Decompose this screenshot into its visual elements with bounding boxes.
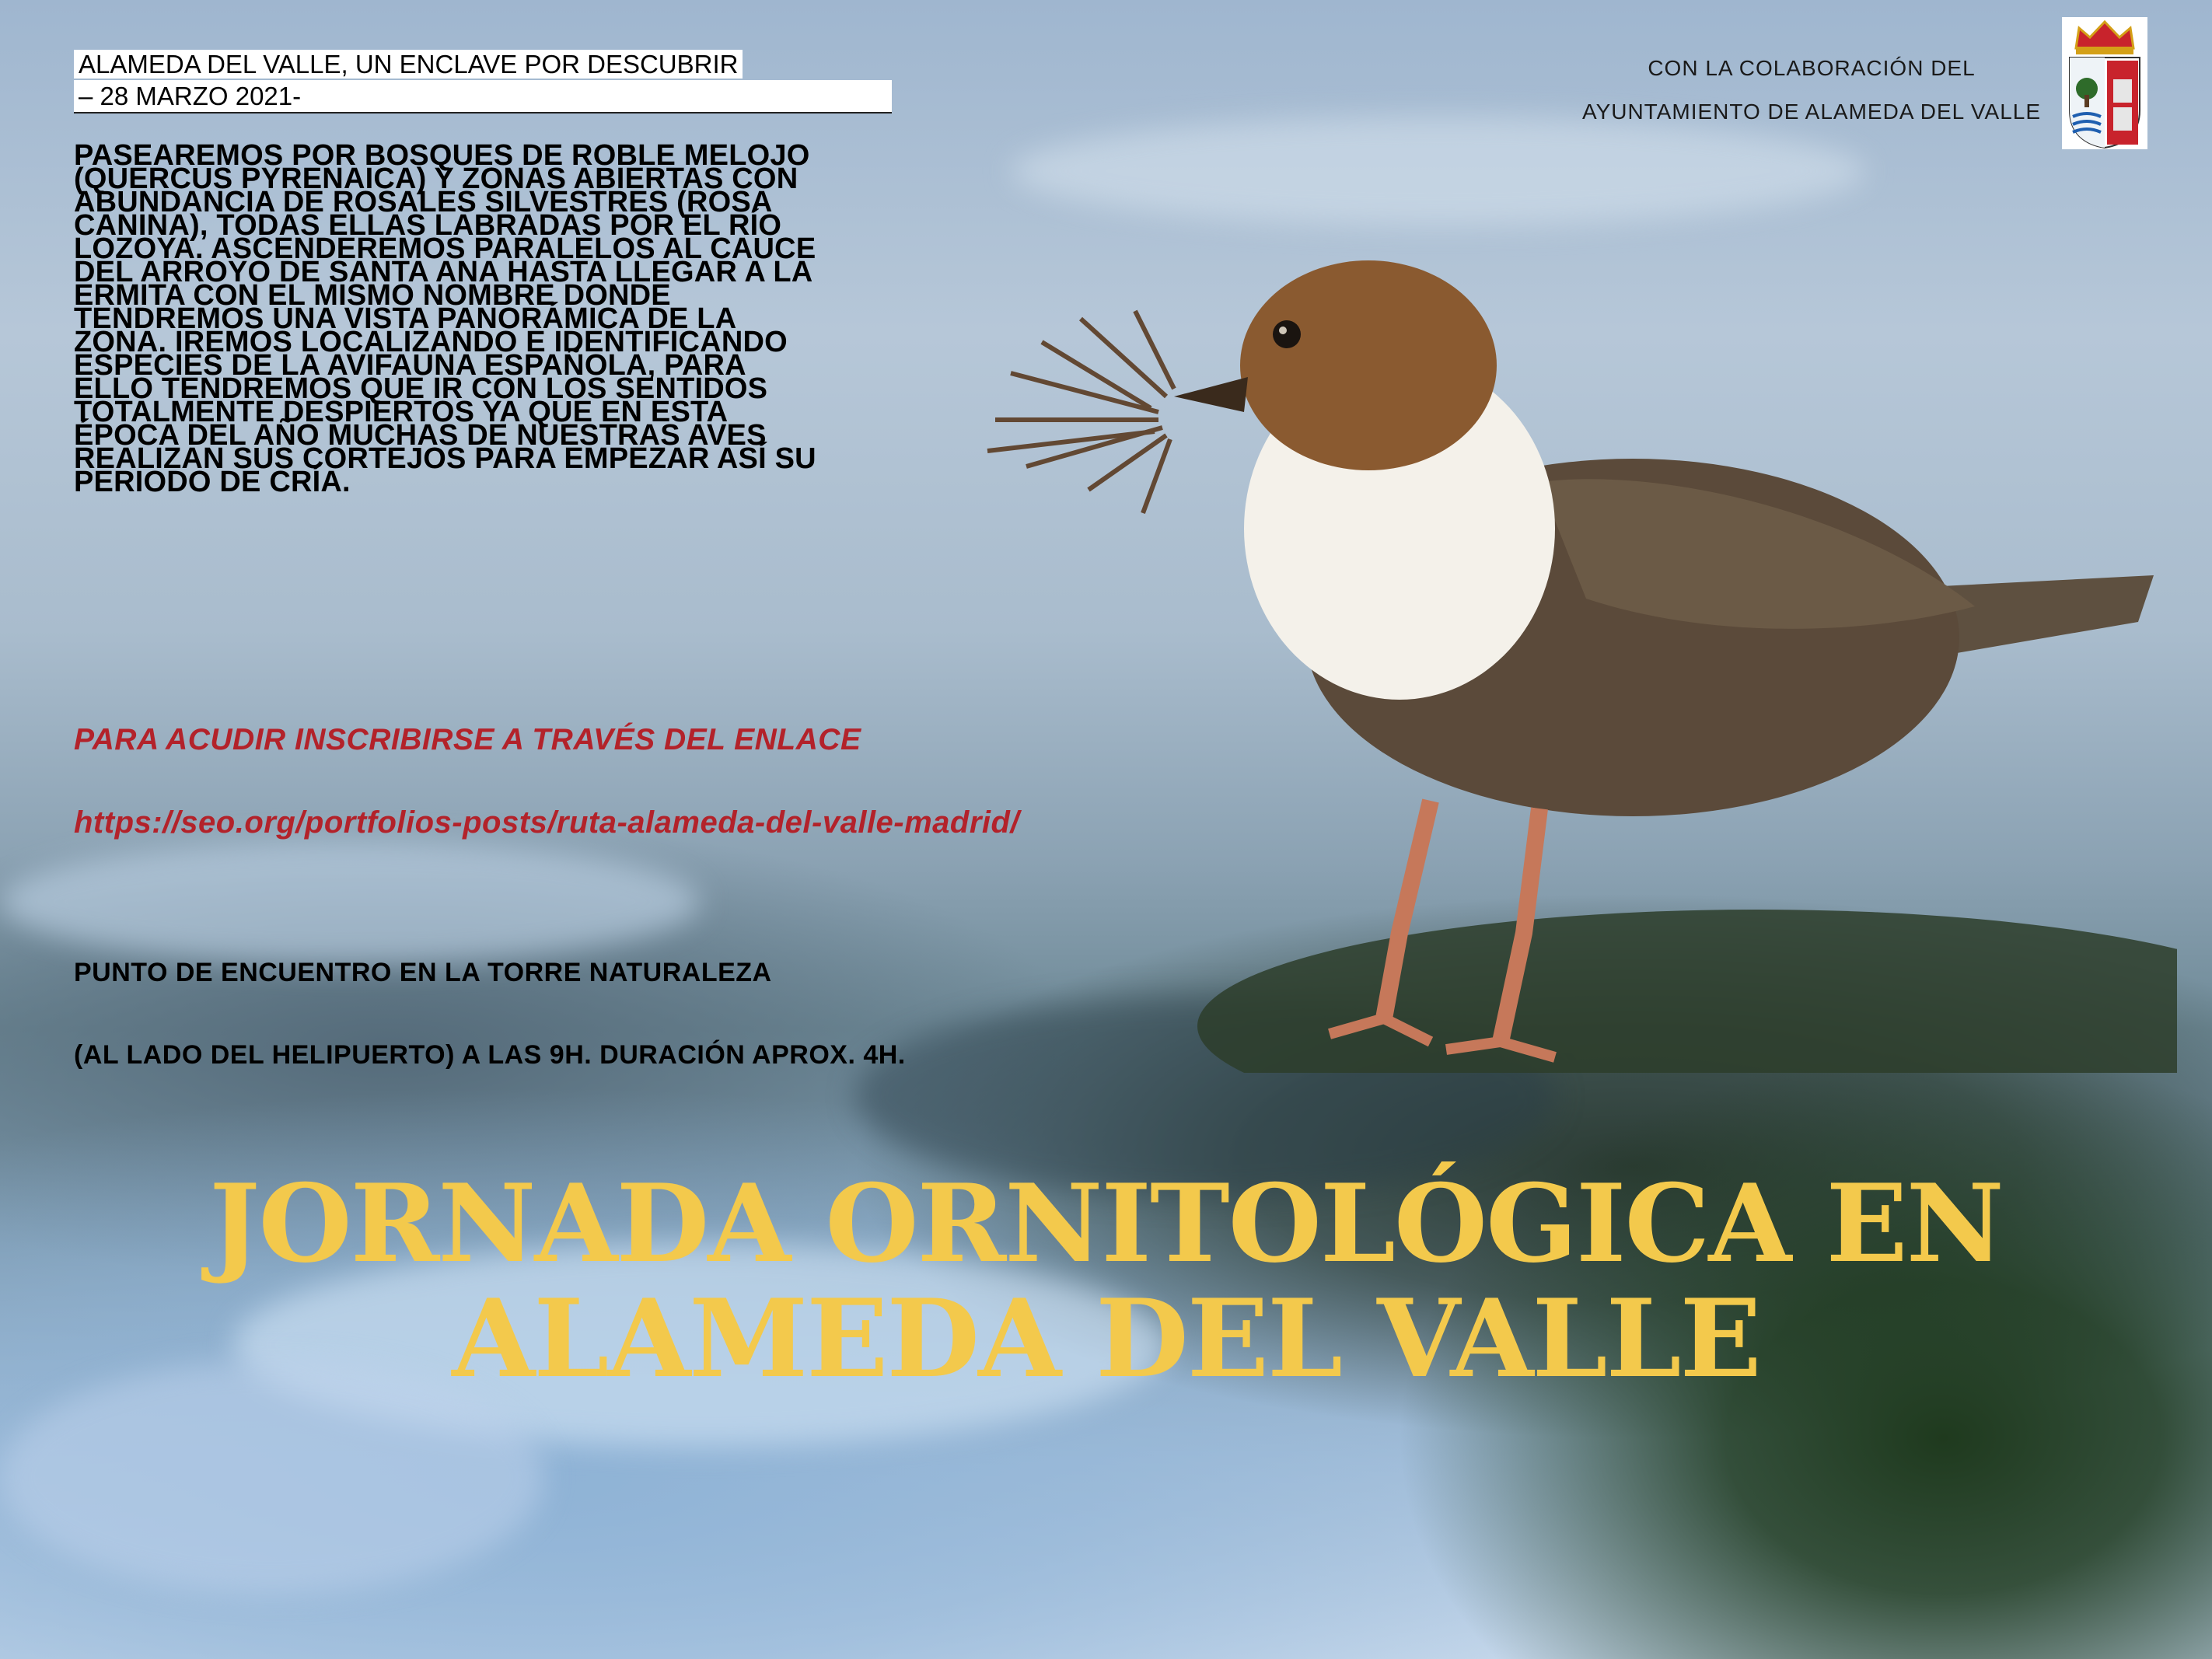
description-line: PERIODO DE CRÍA. bbox=[74, 466, 351, 498]
collaboration-line2: AYUNTAMIENTO DE ALAMEDA DEL VALLE bbox=[1581, 100, 2042, 124]
description-line: ÉPOCA DEL AÑO MUCHAS DE NUESTRAS AVES bbox=[74, 419, 767, 452]
description-line: TOTALMENTE DESPIERTOS YA QUE EN ESTA bbox=[74, 396, 729, 428]
description bbox=[74, 139, 914, 498]
description-line: LOZOYA. ASCENDEREMOS PARALELOS AL CAUCE bbox=[74, 232, 816, 265]
description-line: REALIZAN SUS CORTEJOS PARA EMPEZAR ASÍ SU bbox=[74, 442, 816, 475]
header-date: – 28 MARZO 2021- bbox=[74, 80, 892, 114]
meeting-point: PUNTO DE ENCUENTRO EN LA TORRE NATURALEZA bbox=[74, 958, 772, 987]
main-title bbox=[0, 1160, 2212, 1402]
water-highlight bbox=[0, 840, 700, 964]
description-line: DEL ARROYO DE SANTA ANA HASTA LLEGAR A LA bbox=[74, 256, 813, 288]
dipper-bird-photo bbox=[964, 233, 2177, 1073]
header-title-block bbox=[74, 48, 894, 114]
description-line: TENDREMOS UNA VISTA PANORÁMICA DE LA bbox=[74, 302, 737, 335]
description-line: ESPECIES DE LA AVIFAUNA ESPAÑOLA, PARA bbox=[74, 349, 746, 382]
header-title: ALAMEDA DEL VALLE, UN ENCLAVE POR DESCUBRIR bbox=[74, 50, 743, 79]
description-line: ZONA. IREMOS LOCALIZANDO E IDENTIFICANDO bbox=[74, 326, 788, 358]
signup-text: PARA ACUDIR INSCRIBIRSE A TRAVÉS DEL ENLACE bbox=[74, 723, 861, 756]
signup-link[interactable]: https://seo.org/portfolios-posts/ruta-alameda-del-valle-madrid/ bbox=[74, 805, 1020, 840]
description-line: (QUERCUS PYRENAICA) Y ZONAS ABIERTAS CON bbox=[74, 162, 798, 195]
collaboration-note bbox=[1477, 47, 2146, 134]
description-line: CANINA), TODAS ELLAS LABRADAS POR EL RÍO bbox=[74, 209, 782, 242]
collaboration-line1: CON LA COLABORACIÓN DEL bbox=[1648, 56, 1976, 80]
description-line: ERMITA CON EL MISMO NOMBRE DONDE bbox=[74, 279, 671, 312]
description-line: PASEAREMOS POR BOSQUES DE ROBLE MELOJO bbox=[74, 139, 810, 172]
main-title-line2: ALAMEDA DEL VALLE bbox=[452, 1275, 1760, 1402]
description-line: ABUNDANCIA DE ROSALES SILVESTRES (ROSA bbox=[74, 186, 773, 218]
description-line: ELLO TENDREMOS QUE IR CON LOS SENTIDOS bbox=[74, 372, 768, 405]
municipal-crest-icon bbox=[2062, 17, 2147, 149]
main-title-line1: JORNADA ORNITOLÓGICA EN bbox=[209, 1160, 2003, 1287]
meeting-time: (AL LADO DEL HELIPUERTO) A LAS 9H. DURACIÓN APROX. 4H. bbox=[74, 1040, 906, 1070]
